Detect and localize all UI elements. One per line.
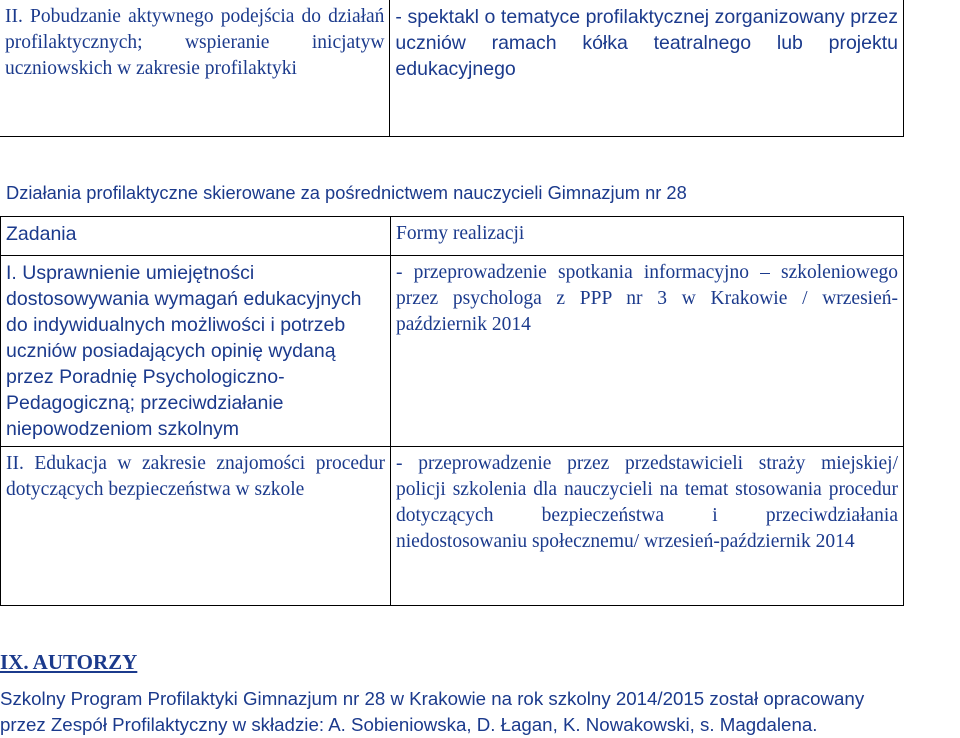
form-text: - przeprowadzenie przez przedstawicieli straży miejskiej/ policji szkolenia dla nauczycieli na temat stosowania procedur dotyczących bezpieczeństwa i przeciwdziałania niedostosowaniu społecznemu/ wrzesień-październik 2014 [396, 453, 898, 552]
authors-paragraph [0, 686, 958, 738]
form-cell [391, 447, 904, 606]
authors-line: przez Zespół Profilaktyczny w składzie: A. Sobieniowska, D. Łagan, K. Nowakowski, s. Magdalena. [0, 714, 818, 735]
task-text: II. Pobudzanie aktywnego podejścia do działań profilaktycznych; wspieranie inicjatyw uczniowskich w zakresie profilaktyki [5, 6, 385, 79]
form-cell [391, 256, 904, 447]
form-text: - przeprowadzenie spotkania informacyjno – szkoleniowego przez psychologa z PPP nr 3 w Krakowie / wrzesień-październik 2014 [396, 262, 898, 335]
header-forms: Formy realizacji [391, 217, 904, 256]
form-text: - spektakl o tematyce profilaktycznej zorganizowany przez uczniów ramach kółka teatralnego lub projektu edukacyjnego [395, 6, 898, 80]
task-text: II. Edukacja w zakresie znajomości procedur dotyczących bezpieczeństwa w szkole [6, 453, 385, 500]
main-table [0, 216, 904, 606]
task-text: I. Usprawnienie umiejętności dostosowywania wymagań edukacyjnych do indywidualnych możliwości i potrzeb uczniów posiadających opinię wydaną przez Poradnię Psychologiczno-Pedagogiczną; przeciwdziałanie niepowodzeniom szkolnym [6, 262, 362, 440]
task-cell [0, 0, 390, 137]
table-row [1, 256, 904, 447]
table-row [1, 447, 904, 606]
task-cell [1, 447, 391, 606]
table-row [0, 0, 904, 137]
authors-line: Szkolny Program Profilaktyki Gimnazjum nr 28 w Krakowie na rok szkolny 2014/2015 został opracowany [0, 688, 865, 709]
task-cell [1, 256, 391, 447]
section-heading: IX. AUTORZY [0, 650, 138, 674]
section-caption: Działania profilaktyczne skierowane za pośrednictwem nauczycieli Gimnazjum nr 28 [6, 182, 687, 203]
top-table [0, 0, 904, 137]
form-cell [390, 0, 904, 137]
table-header-row [1, 217, 904, 256]
header-tasks: Zadania [1, 217, 391, 256]
